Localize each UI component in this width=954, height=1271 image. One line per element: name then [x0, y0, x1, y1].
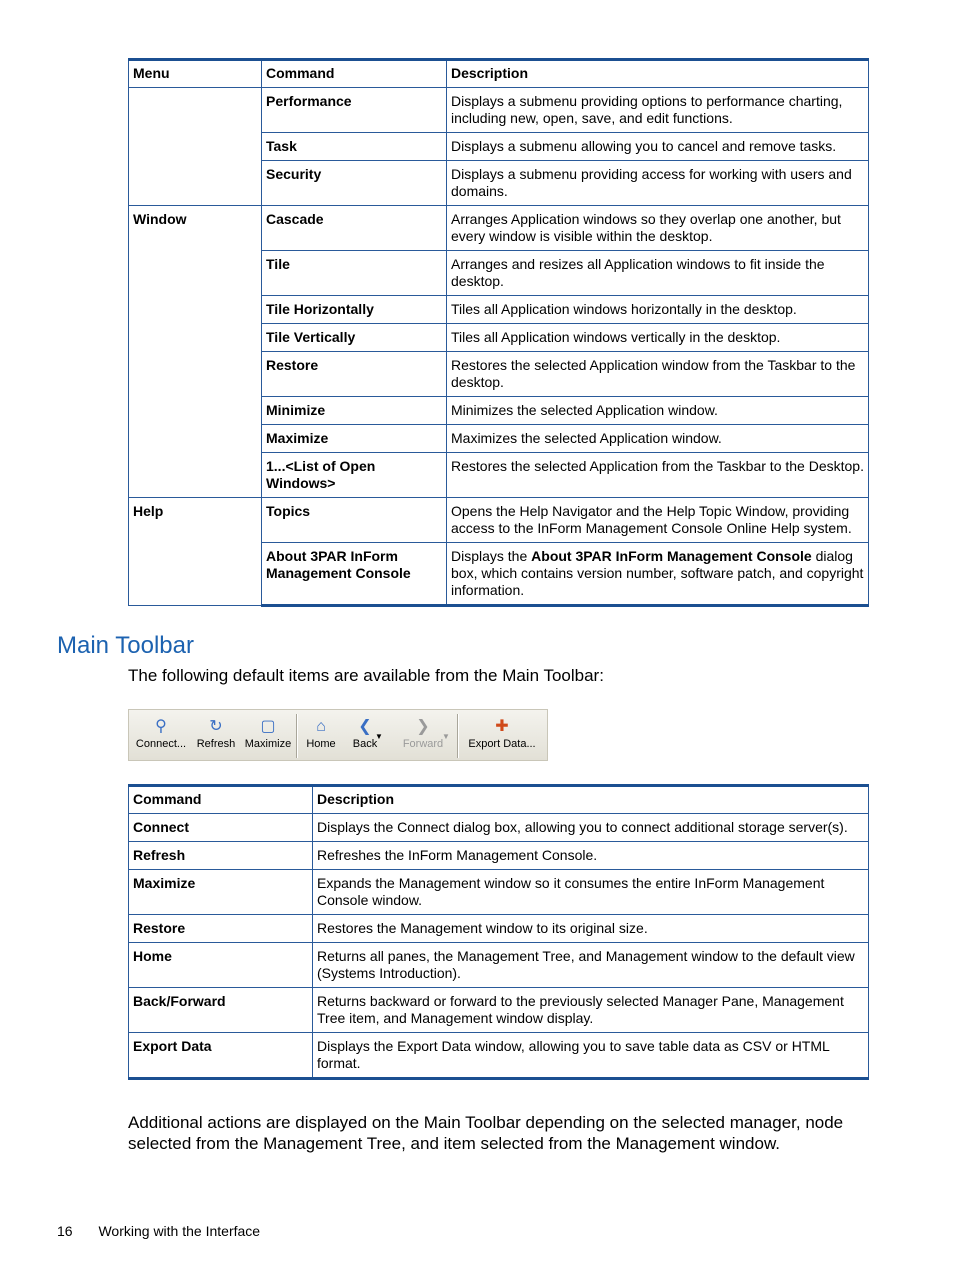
description-cell: Displays the Export Data window, allowing you to save table data as CSV or HTML format. — [313, 1033, 869, 1079]
menu-header: Menu — [129, 60, 262, 88]
table-row — [129, 943, 869, 988]
menu-cell: Help — [129, 498, 262, 606]
command-header: Command — [129, 786, 313, 814]
command-cell: Home — [129, 943, 313, 988]
description-cell: Displays a submenu providing access for working with users and domains. — [447, 161, 869, 206]
description-cell: Refreshes the InForm Management Console. — [313, 842, 869, 870]
command-cell: Tile Vertically — [262, 324, 447, 352]
page-footer — [57, 1223, 260, 1239]
description-cell: Returns all panes, the Management Tree, and Management window to the default view (Systems Introduction). — [313, 943, 869, 988]
chapter-title: Working with the Interface — [98, 1223, 261, 1239]
command-header: Command — [262, 60, 447, 88]
forward-label: Forward — [402, 738, 444, 750]
table-row — [129, 814, 869, 842]
main-toolbar-figure — [128, 709, 548, 761]
description-cell: Minimizes the selected Application window. — [447, 397, 869, 425]
description-bold: About 3PAR InForm Management Console — [531, 548, 812, 564]
command-cell: Minimize — [262, 397, 447, 425]
description-cell: Arranges Application windows so they overlap one another, but every window is visible within the desktop. — [447, 206, 869, 251]
command-cell: Topics — [262, 498, 447, 543]
connect-button[interactable] — [133, 716, 189, 758]
section-intro: The following default items are available from the Main Toolbar: — [128, 666, 604, 685]
export-label: Export Data... — [468, 738, 536, 750]
toolbar-command-table — [128, 784, 869, 1080]
table-row — [129, 1033, 869, 1079]
table-row — [129, 206, 869, 251]
maximize-button[interactable] — [243, 716, 293, 758]
description-cell: Opens the Help Navigator and the Help Topic Window, providing access to the InForm Management Console Online Help system. — [447, 498, 869, 543]
command-cell: About 3PAR InForm Management Console — [262, 543, 447, 606]
menu-cell: Window — [129, 206, 262, 498]
command-cell: Export Data — [129, 1033, 313, 1079]
description-cell: Displays the Connect dialog box, allowing you to connect additional storage server(s). — [313, 814, 869, 842]
page-number: 16 — [57, 1223, 73, 1239]
description-header: Description — [313, 786, 869, 814]
description-cell: Restores the selected Application window from the Taskbar to the desktop. — [447, 352, 869, 397]
description-cell: Expands the Management window so it consumes the entire InForm Management Console window. — [313, 870, 869, 915]
description-header: Description — [447, 60, 869, 88]
connect-label: Connect... — [135, 738, 187, 750]
export-data-button[interactable] — [465, 716, 539, 758]
table-row — [129, 915, 869, 943]
description-suffix: dialog box, which contains version number, software patch, and copyright information. — [451, 548, 864, 598]
command-cell: Restore — [129, 915, 313, 943]
toolbar-separator — [296, 714, 298, 758]
refresh-icon: ↻ — [209, 718, 223, 735]
description-cell: Displays a submenu providing options to performance charting, including new, open, save, and edit functions. — [447, 88, 869, 133]
home-button[interactable] — [303, 716, 339, 758]
command-cell: Restore — [262, 352, 447, 397]
table-row — [129, 988, 869, 1033]
command-cell: Security — [262, 161, 447, 206]
home-label: Home — [306, 738, 336, 750]
forward-button[interactable] — [399, 716, 447, 758]
maximize-label: Maximize — [244, 738, 292, 750]
command-cell: 1...<List of Open Windows> — [262, 453, 447, 498]
menu-command-table — [128, 58, 869, 607]
refresh-button[interactable] — [193, 716, 239, 758]
description-cell: Displays a submenu allowing you to cancel and remove tasks. — [447, 133, 869, 161]
description-prefix: Displays the — [451, 548, 532, 564]
command-cell: Maximize — [129, 870, 313, 915]
description-cell: Tiles all Application windows vertically in the desktop. — [447, 324, 869, 352]
section-heading: Main Toolbar — [57, 632, 194, 659]
description-cell — [447, 543, 869, 606]
description-cell: Maximizes the selected Application window. — [447, 425, 869, 453]
table-row — [129, 498, 869, 543]
command-cell: Maximize — [262, 425, 447, 453]
command-cell: Back/Forward — [129, 988, 313, 1033]
command-cell: Tile — [262, 251, 447, 296]
description-cell: Tiles all Application windows horizontally in the desktop. — [447, 296, 869, 324]
description-cell: Arranges and resizes all Application windows to fit inside the desktop. — [447, 251, 869, 296]
table-row — [129, 842, 869, 870]
refresh-label: Refresh — [196, 738, 236, 750]
description-cell: Restores the selected Application from the Taskbar to the Desktop. — [447, 453, 869, 498]
back-arrow-icon: ❮ — [358, 718, 372, 735]
command-cell: Tile Horizontally — [262, 296, 447, 324]
command-cell: Task — [262, 133, 447, 161]
back-label: Back — [352, 738, 378, 750]
maximize-icon: ▢ — [260, 718, 276, 735]
description-cell: Restores the Management window to its original size. — [313, 915, 869, 943]
description-cell: Returns backward or forward to the previously selected Manager Pane, Management Tree item, and Management window display. — [313, 988, 869, 1033]
export-icon: ✚ — [495, 718, 509, 735]
command-cell: Cascade — [262, 206, 447, 251]
table-row — [129, 870, 869, 915]
table-row — [129, 88, 869, 133]
back-dropdown-icon[interactable]: ▼ — [375, 732, 383, 741]
closing-paragraph: Additional actions are displayed on the Main Toolbar depending on the selected manager, node selected from the Management Tree, and item selected from the Management window. — [128, 1113, 844, 1153]
forward-arrow-icon: ❯ — [416, 718, 430, 735]
command-cell: Connect — [129, 814, 313, 842]
command-cell: Refresh — [129, 842, 313, 870]
command-cell: Performance — [262, 88, 447, 133]
forward-dropdown-icon[interactable]: ▼ — [442, 732, 450, 741]
home-icon: ⌂ — [316, 718, 326, 735]
menu-cell — [129, 88, 262, 206]
connect-icon: ⚲ — [155, 718, 167, 735]
toolbar-separator — [457, 714, 459, 758]
